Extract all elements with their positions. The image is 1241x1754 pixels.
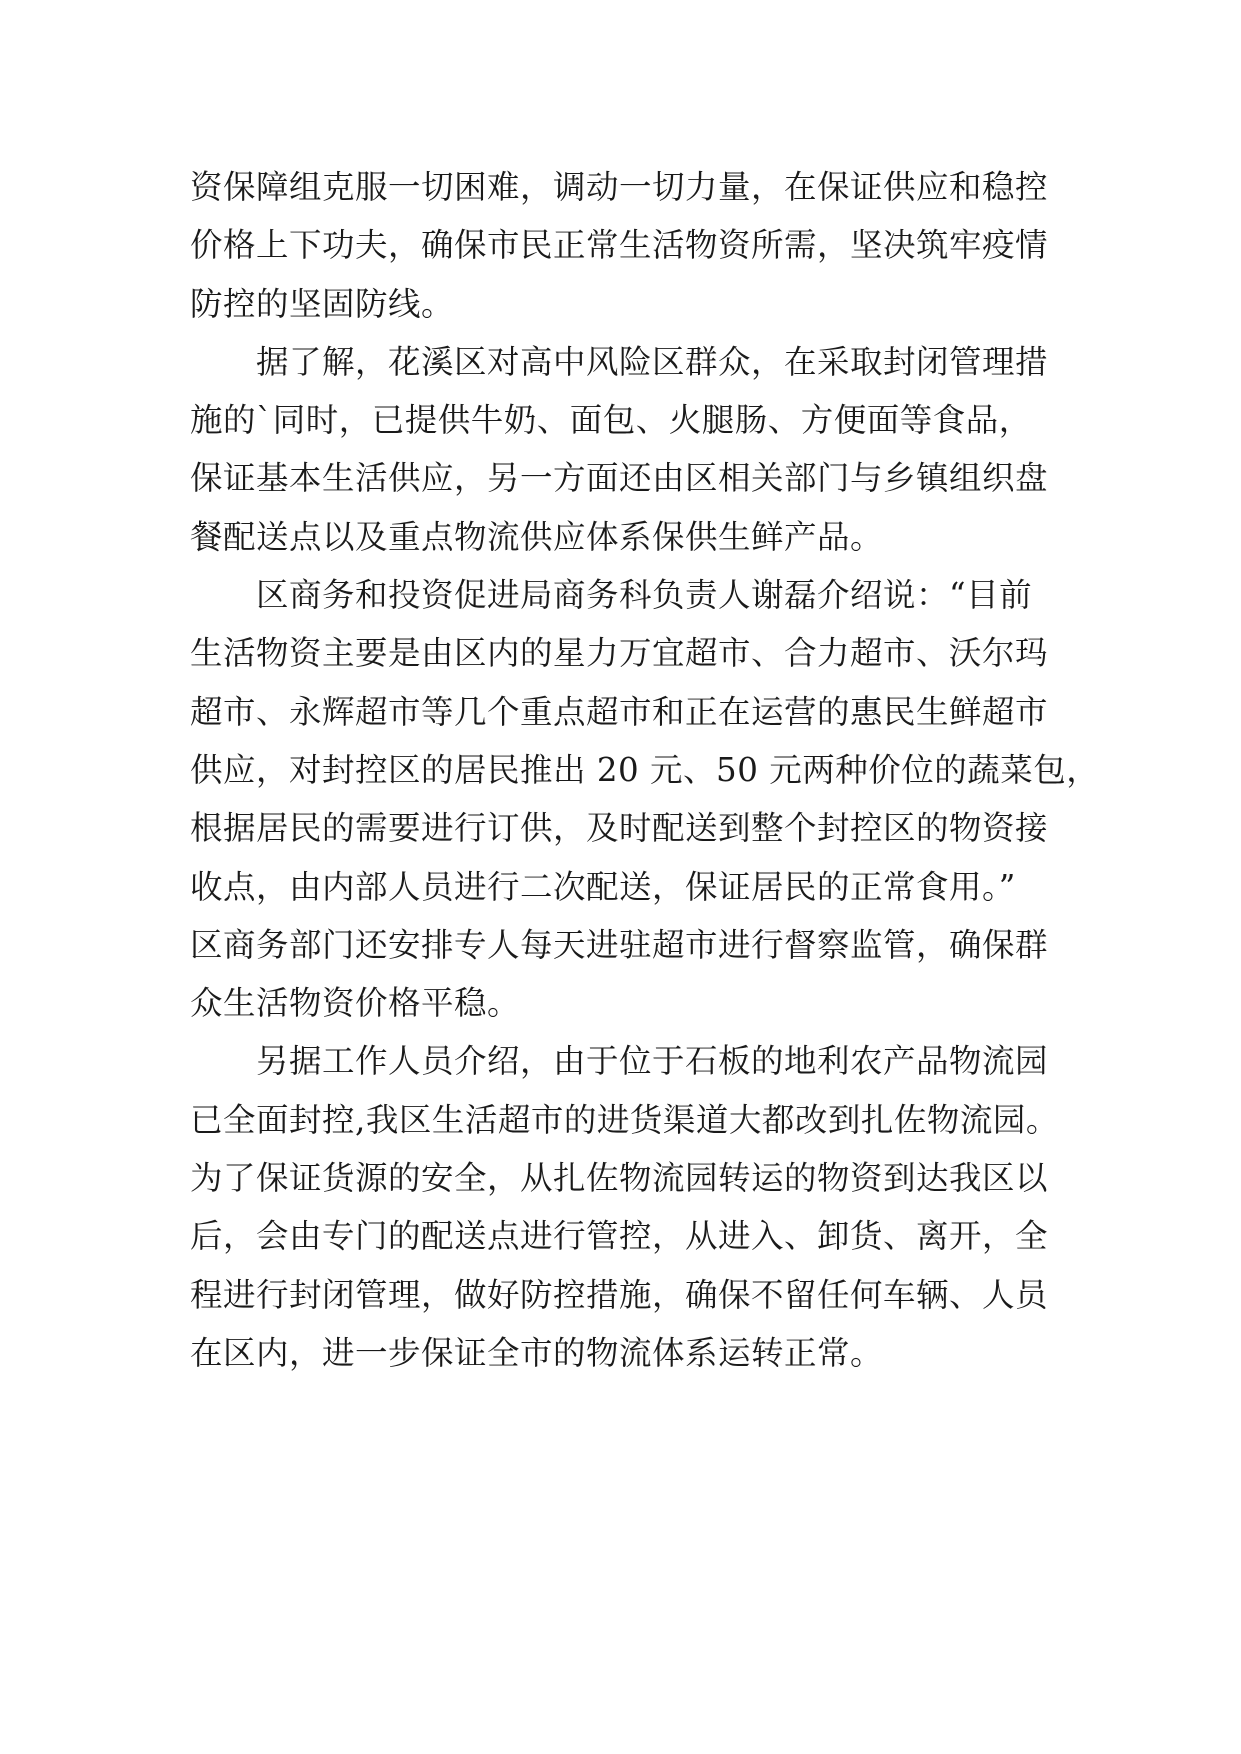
text-line: 餐配送点以及重点物流供应体系保供生鲜产品。 [190, 517, 884, 556]
text-line: 超市、永辉超市等几个重点超市和正在运营的惠民生鲜超市 [190, 692, 1049, 731]
text-line: 根据居民的需要进行订供，及时配送到整个封控区的物资接 [190, 809, 1049, 848]
text-line: 已全面封控,我区生活超市的进货渠道大都改到扎佐物流园。 [190, 1100, 1059, 1139]
text-line: 价格上下功夫，确保市民正常生活物资所需，坚决筑牢疫情 [190, 226, 1049, 265]
text-line: 防控的坚固防线。 [190, 284, 455, 323]
text-line: 供应，对封控区的居民推出 20 元、50 元两种价位的蔬菜包， [190, 750, 1100, 789]
text-line: 为了保证货源的安全，从扎佐物流园转运的物资到达我区以 [190, 1159, 1049, 1198]
text-line: 程进行封闭管理，做好防控措施，确保不留任何车辆、人员 [190, 1275, 1049, 1314]
text-line: 资保障组克服一切困难，调动一切力量，在保证供应和稳控 [190, 168, 1049, 206]
text-line: 区商务部门还安排专人每天进驻超市进行督察监管，确保群 [190, 925, 1049, 964]
text-line: 保证基本生活供应，另一方面还由区相关部门与乡镇组织盘 [190, 459, 1049, 498]
text-line: 众生活物资价格平稳。 [190, 984, 521, 1023]
text-line: 另据工作人员介绍，由于位于石板的地利农产品物流园 [256, 1042, 1049, 1081]
article-body [190, 158, 1100, 1382]
text-line: 后，会由专门的配送点进行管控，从进入、卸货、离开，全 [190, 1217, 1049, 1256]
text-line: 据了解，花溪区对高中风险区群众，在采取封闭管理措 [256, 342, 1049, 381]
text-line: 区商务和投资促进局商务科负责人谢磊介绍说：“目前 [256, 576, 1033, 615]
text-line: 在区内，进一步保证全市的物流体系运转正常。 [190, 1333, 884, 1372]
text-line: 生活物资主要是由区内的星力万宜超市、合力超市、沃尔玛 [190, 634, 1049, 673]
text-line: 施的`同时，已提供牛奶、面包、火腿肠、方便面等食品， [190, 401, 1032, 440]
text-line: 收点，由内部人员进行二次配送，保证居民的正常食用。” [190, 867, 1016, 906]
